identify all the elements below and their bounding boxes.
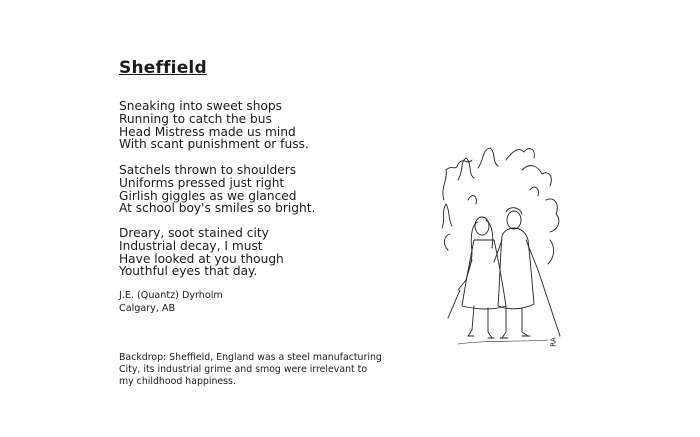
poem-line: Dreary, soot stained city [119,226,269,240]
stanza-3 [119,227,284,278]
poem-line: Girlish giggles as we glanced [119,188,297,203]
author-location: Calgary, AB [119,302,176,314]
two-schoolgirls-walking-sketch-icon [438,140,568,350]
poem-line: Head Mistress made us mind [119,124,296,139]
backdrop-line: City, its industrial grime and smog were irrelevant to [119,364,368,376]
author-block [119,290,223,315]
artist-signature: RA [549,337,558,347]
poem-line: At school boy's smiles so bright. [119,201,316,216]
poem-line: Satchels thrown to shoulders [119,163,297,177]
poem-line: Industrial decay, I must [119,238,263,253]
poem-line: Uniforms pressed just right [119,175,285,190]
backdrop-line: my childhood happiness. [119,376,236,388]
author-name: J.E. (Quantz) Dyrholm [119,290,223,301]
stanza-1 [119,100,309,151]
stanza-2 [119,164,315,215]
poem-line: Running to catch the bus [119,111,272,126]
backdrop-line: Backdrop: Sheffield, England was a steel manufacturing [119,352,382,363]
poem-title: Sheffield [119,58,207,78]
poem-line: Have looked at you though [119,251,284,266]
backdrop-note [119,352,382,389]
poem-line: With scant punishment or fuss. [119,137,309,152]
poem-line: Youthful eyes that day. [119,264,258,279]
poem-line: Sneaking into sweet shops [119,99,283,113]
